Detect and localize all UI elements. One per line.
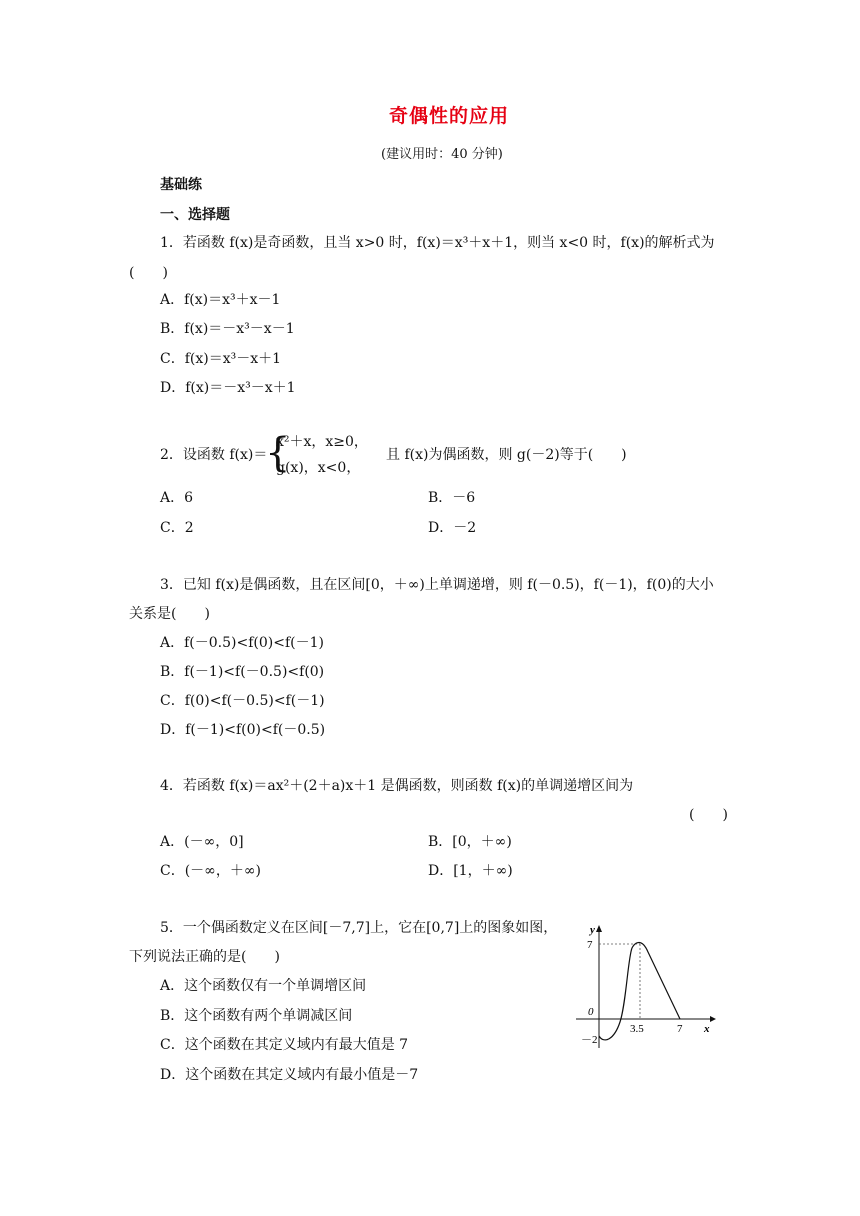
q4-option-c: C．(－∞，＋∞): [160, 863, 261, 879]
q4-option-a: A．(－∞，0]: [160, 834, 244, 850]
q2-option-c: C．2: [160, 520, 194, 536]
q1-option-b: B．f(x)＝－x³－x－1: [160, 321, 295, 337]
y-axis-label: y: [590, 924, 595, 936]
q4-option-b: B．[0，＋∞): [428, 834, 512, 850]
q5-stem-line1: 5．一个偶函数定义在区间[－7,7]上，它在[0,7]上的图象如图，: [160, 920, 558, 936]
q3-option-b: B．f(－1)<f(－0.5)<f(0): [160, 664, 325, 680]
q2-lead: 2．设函数 f(x)＝: [160, 447, 268, 463]
q3-option-a: A．f(－0.5)<f(0)<f(－1): [160, 635, 324, 651]
suggested-time: (建议用时：40 分钟): [381, 147, 503, 162]
q3-stem-line2: 关系是( ): [129, 606, 210, 622]
q3-stem-line1: 3．已知 f(x)是偶函数，且在区间[0，＋∞)上单调递增，则 f(－0.5)，f(－1)，f(0)的大小: [160, 577, 714, 593]
q5-option-b: B．这个函数有两个单调减区间: [160, 1008, 353, 1024]
q2-case-2: g(x)，x<0，: [276, 460, 361, 476]
q3-option-d: D．f(－1)<f(0)<f(－0.5): [160, 722, 326, 738]
q4-answer-paren: ( ): [689, 807, 728, 823]
q2-case-1: x²＋x，x≥0，: [276, 434, 368, 450]
q1-option-c: C．f(x)＝x³－x＋1: [160, 351, 282, 367]
x-tick-end: 7: [677, 1023, 683, 1035]
origin-label: 0: [588, 1006, 594, 1018]
x-axis-arrow: [710, 1016, 716, 1022]
q1-option-a: A．f(x)＝x³＋x－1: [160, 292, 281, 308]
y-tick-max: 7: [587, 939, 593, 951]
section-heading: 基础练: [160, 177, 202, 193]
x-tick-mid: 3.5: [630, 1023, 644, 1035]
y-tick-min: －2: [581, 1034, 598, 1046]
q2-option-d: D．－2: [428, 520, 477, 536]
q4-stem: 4．若函数 f(x)＝ax²＋(2＋a)x＋1 是偶函数，则函数 f(x)的单调递增区间为: [160, 778, 634, 794]
q2-option-a: A．6: [160, 490, 194, 506]
function-graph-figure: [570, 918, 730, 1058]
x-axis-label: x: [704, 1023, 710, 1035]
q1-option-d: D．f(x)＝－x³－x＋1: [160, 380, 296, 396]
q2-tail: 且 f(x)为偶函数，则 g(－2)等于( ): [386, 447, 627, 463]
q3-option-c: C．f(0)<f(－0.5)<f(－1): [160, 693, 325, 709]
q2-option-b: B．－6: [428, 490, 476, 506]
q4-option-d: D．[1，＋∞): [428, 863, 513, 879]
q5-stem-line2: 下列说法正确的是( ): [129, 949, 280, 965]
q5-option-d: D．这个函数在其定义域内有最小值是－7: [160, 1067, 419, 1083]
part-heading: 一、选择题: [160, 207, 230, 223]
q5-option-c: C．这个函数在其定义域内有最大值是 7: [160, 1037, 409, 1053]
q1-stem: 1．若函数 f(x)是奇函数，且当 x>0 时，f(x)＝x³＋x＋1，则当 x<0 时，f(x)的解析式为: [160, 235, 715, 251]
q5-option-a: A．这个函数仅有一个单调增区间: [160, 978, 367, 994]
y-axis-arrow: [596, 925, 602, 932]
piecewise-brace: {: [265, 430, 291, 476]
q1-answer-paren: ( ): [129, 265, 168, 281]
page-title: 奇偶性的应用: [389, 105, 510, 127]
